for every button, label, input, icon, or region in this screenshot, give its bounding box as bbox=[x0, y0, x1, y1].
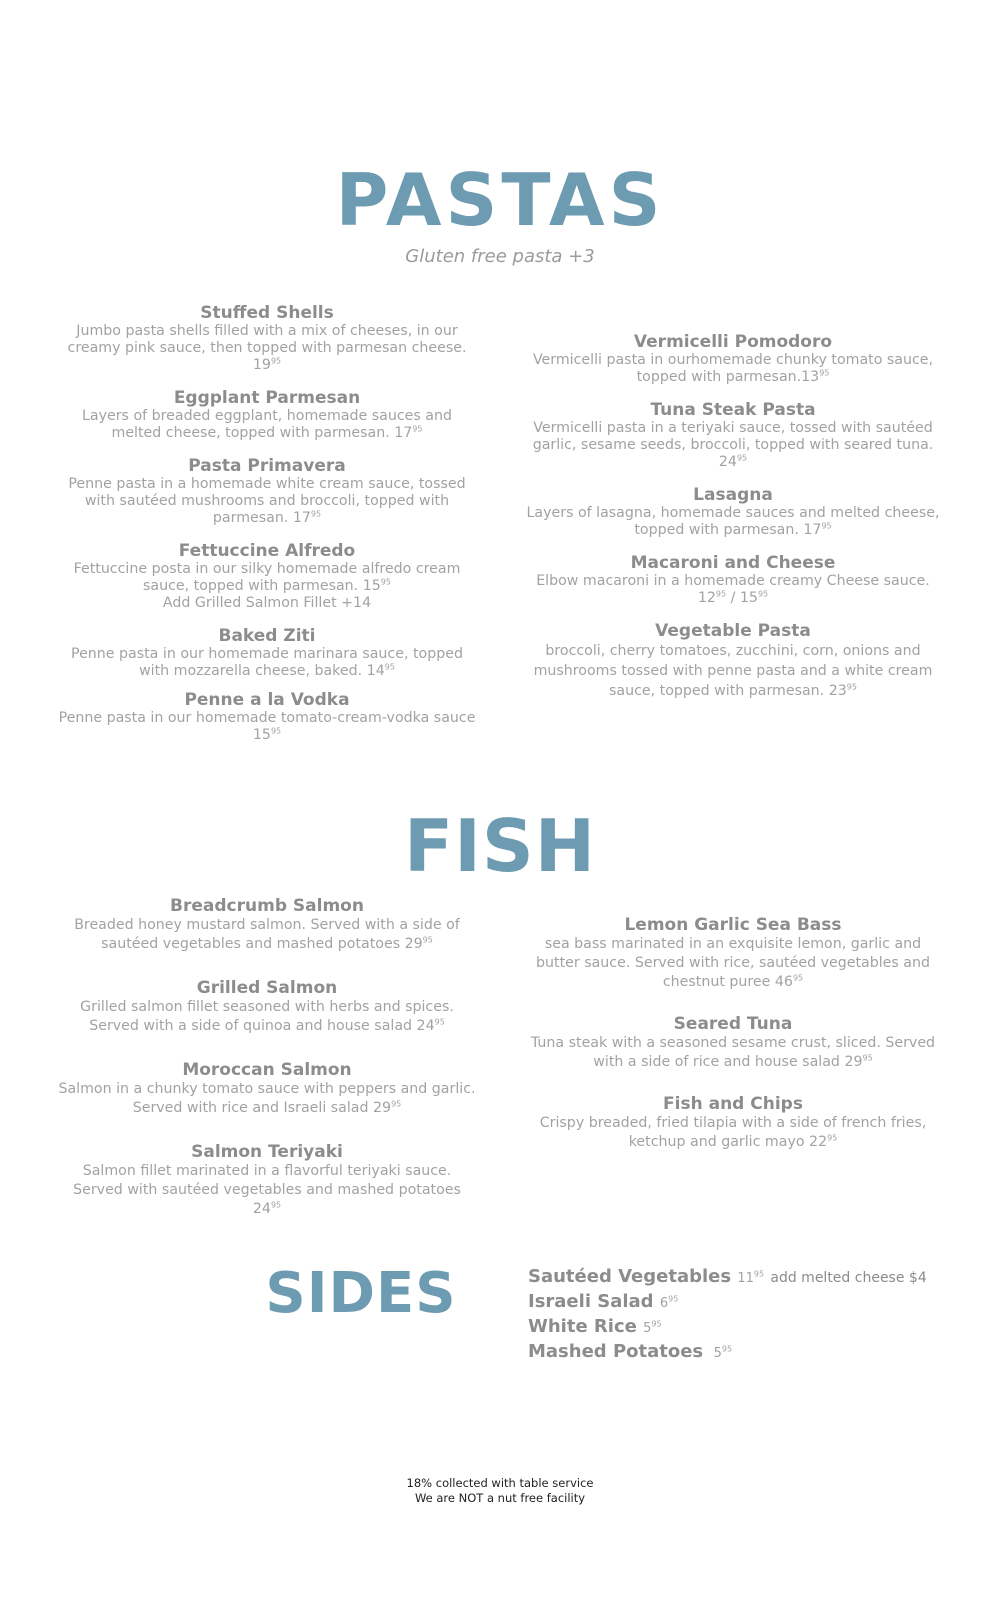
item-description: Salmon fillet marinated in a flavorful teriyaki sauce. Served with sautéed vegetables and mashed potatoes $24^{95}$ bbox=[73, 1163, 461, 1217]
item-extra: Add Grilled Salmon Fillet +14 bbox=[162, 595, 372, 611]
side-name: Mashed Potatoes bbox=[528, 1341, 704, 1362]
item-name: Vermicelli Pomodoro bbox=[633, 332, 833, 352]
item-name: Grilled Salmon bbox=[196, 978, 338, 998]
item-name: Lasagna bbox=[693, 485, 773, 505]
item-name: Seared Tuna bbox=[673, 1014, 793, 1034]
footer-allergy-note: We are NOT a nut free facility bbox=[414, 1491, 586, 1505]
item-description: Penne pasta in our homemade marinara sauce, topped with mozzarella cheese, baked. $14^{95}$ bbox=[71, 646, 463, 679]
item-name: Moroccan Salmon bbox=[182, 1060, 352, 1080]
item-description: broccoli, cherry tomatoes, zucchini, corn, onions and mushrooms tossed with penne pasta and a white cream sauce, topped with parmesan. $23^{95}$ bbox=[533, 643, 933, 699]
item-description: Vermicelli pasta in a teriyaki sauce, tossed with sautéed garlic, sesame seeds, broccoli, topped with seared tuna. $24^{95}$ bbox=[532, 420, 934, 470]
side-item bbox=[528, 1315, 968, 1340]
pastas-title: PASTAS bbox=[335, 158, 665, 242]
item-description: Salmon in a chunky tomato sauce with peppers and garlic. Served with rice and Israeli salad $29^{95}$ bbox=[58, 1081, 476, 1116]
fish-right-column bbox=[523, 915, 943, 1152]
side-price: $5^{95}$ bbox=[713, 1344, 733, 1361]
pastas-right-column bbox=[523, 332, 943, 701]
pastas-subtitle: Gluten free pasta +3 bbox=[405, 246, 595, 267]
menu-item bbox=[523, 332, 943, 386]
item-name: Tuna Steak Pasta bbox=[650, 400, 816, 420]
menu-item bbox=[57, 541, 477, 612]
side-item bbox=[528, 1340, 968, 1365]
item-description: Crispy breaded, fried tilapia with a side of french fries, ketchup and garlic mayo $22^{95}$ bbox=[539, 1115, 927, 1150]
side-name: Israeli Salad bbox=[528, 1291, 654, 1312]
menu-item bbox=[523, 915, 943, 992]
item-description: Layers of lasagna, homemade sauces and melted cheese, topped with parmesan. $17^{95}$ bbox=[526, 505, 940, 538]
menu-item bbox=[57, 626, 477, 680]
item-description: Grilled salmon fillet seasoned with herbs and spices. Served with a side of quinoa and house salad $24^{95}$ bbox=[80, 999, 454, 1034]
item-description: Elbow macaroni in a homemade creamy Cheese sauce. $12^{95} / 15^{95}$ bbox=[536, 573, 930, 606]
menu-item bbox=[57, 1142, 477, 1219]
menu-item bbox=[57, 303, 477, 374]
item-name: Eggplant Parmesan bbox=[173, 388, 361, 408]
item-description: Layers of breaded eggplant, homemade sauces and melted cheese, topped with parmesan. $17^{95}$ bbox=[82, 408, 452, 441]
side-price: $5^{95}$ bbox=[643, 1319, 662, 1336]
sides-title: SIDES bbox=[265, 1261, 457, 1326]
item-description: Vermicelli pasta in ourhomemade chunky tomato sauce, topped with $parmesan.13^{95}$ bbox=[532, 352, 934, 385]
item-name: Penne a la Vodka bbox=[184, 690, 350, 710]
menu-item bbox=[523, 1094, 943, 1152]
item-description: Fettuccine posta in our silky homemade alfredo cream sauce, topped with parmesan. $15^{95}$ bbox=[73, 561, 461, 594]
menu-item bbox=[57, 690, 477, 744]
item-name: Salmon Teriyaki bbox=[191, 1142, 343, 1162]
item-name: Vegetable Pasta bbox=[655, 621, 811, 641]
menu-item bbox=[523, 400, 943, 471]
item-description: sea bass marinated in an exquisite lemon, garlic and butter sauce. Served with rice, sautéed vegetables and chestnut puree $46^{95}$ bbox=[536, 936, 930, 990]
item-description: Jumbo pasta shells filled with a mix of cheeses, in our creamy pink sauce, then topped with parmesan cheese. $19^{95}$ bbox=[67, 323, 467, 373]
footer bbox=[0, 1476, 1000, 1506]
item-name: Macaroni and Cheese bbox=[630, 553, 836, 573]
menu-item bbox=[523, 553, 943, 607]
item-name: Lemon Garlic Sea Bass bbox=[624, 915, 842, 935]
menu-item bbox=[57, 896, 477, 954]
menu-item bbox=[523, 1014, 943, 1072]
item-description: Penne pasta in our homemade tomato-cream-vodka sauce $15^{95}$ bbox=[58, 710, 476, 743]
menu-item bbox=[523, 621, 943, 701]
footer-service-note: 18% collected with table service bbox=[406, 1476, 594, 1490]
side-price: $6^{95}$ bbox=[659, 1294, 679, 1311]
menu-item bbox=[523, 485, 943, 539]
fish-left-column bbox=[57, 896, 477, 1219]
menu-item bbox=[57, 1060, 477, 1118]
side-name: Sautéed Vegetables bbox=[528, 1266, 732, 1287]
item-name: Stuffed Shells bbox=[200, 303, 334, 323]
item-description: Tuna steak with a seasoned sesame crust, sliced. Served with a side of rice and house salad $29^{95}$ bbox=[530, 1035, 936, 1070]
side-item bbox=[528, 1265, 968, 1290]
side-price: $11^{95}$ bbox=[737, 1269, 765, 1286]
menu-item bbox=[57, 978, 477, 1036]
item-description: Breaded honey mustard salmon. Served with a side of sautéed vegetables and mashed potatoes $29^{95}$ bbox=[74, 917, 460, 952]
item-description: Penne pasta in a homemade white cream sauce, tossed with sautéed mushrooms and broccoli, topped with parmesan. $17^{95}$ bbox=[68, 476, 466, 526]
item-name: Baked Ziti bbox=[218, 626, 316, 646]
side-note: add melted cheese $4 bbox=[770, 1270, 927, 1286]
side-name: White Rice bbox=[528, 1316, 637, 1337]
pastas-left-column bbox=[57, 303, 477, 744]
menu-item bbox=[57, 388, 477, 442]
item-name: Fettuccine Alfredo bbox=[178, 541, 356, 561]
side-item bbox=[528, 1290, 968, 1315]
fish-title: FISH bbox=[403, 804, 597, 888]
item-name: Fish and Chips bbox=[663, 1094, 803, 1114]
sides-list bbox=[528, 1265, 968, 1365]
item-name: Breadcrumb Salmon bbox=[170, 896, 364, 916]
menu-item bbox=[57, 456, 477, 527]
item-name: Pasta Primavera bbox=[188, 456, 346, 476]
